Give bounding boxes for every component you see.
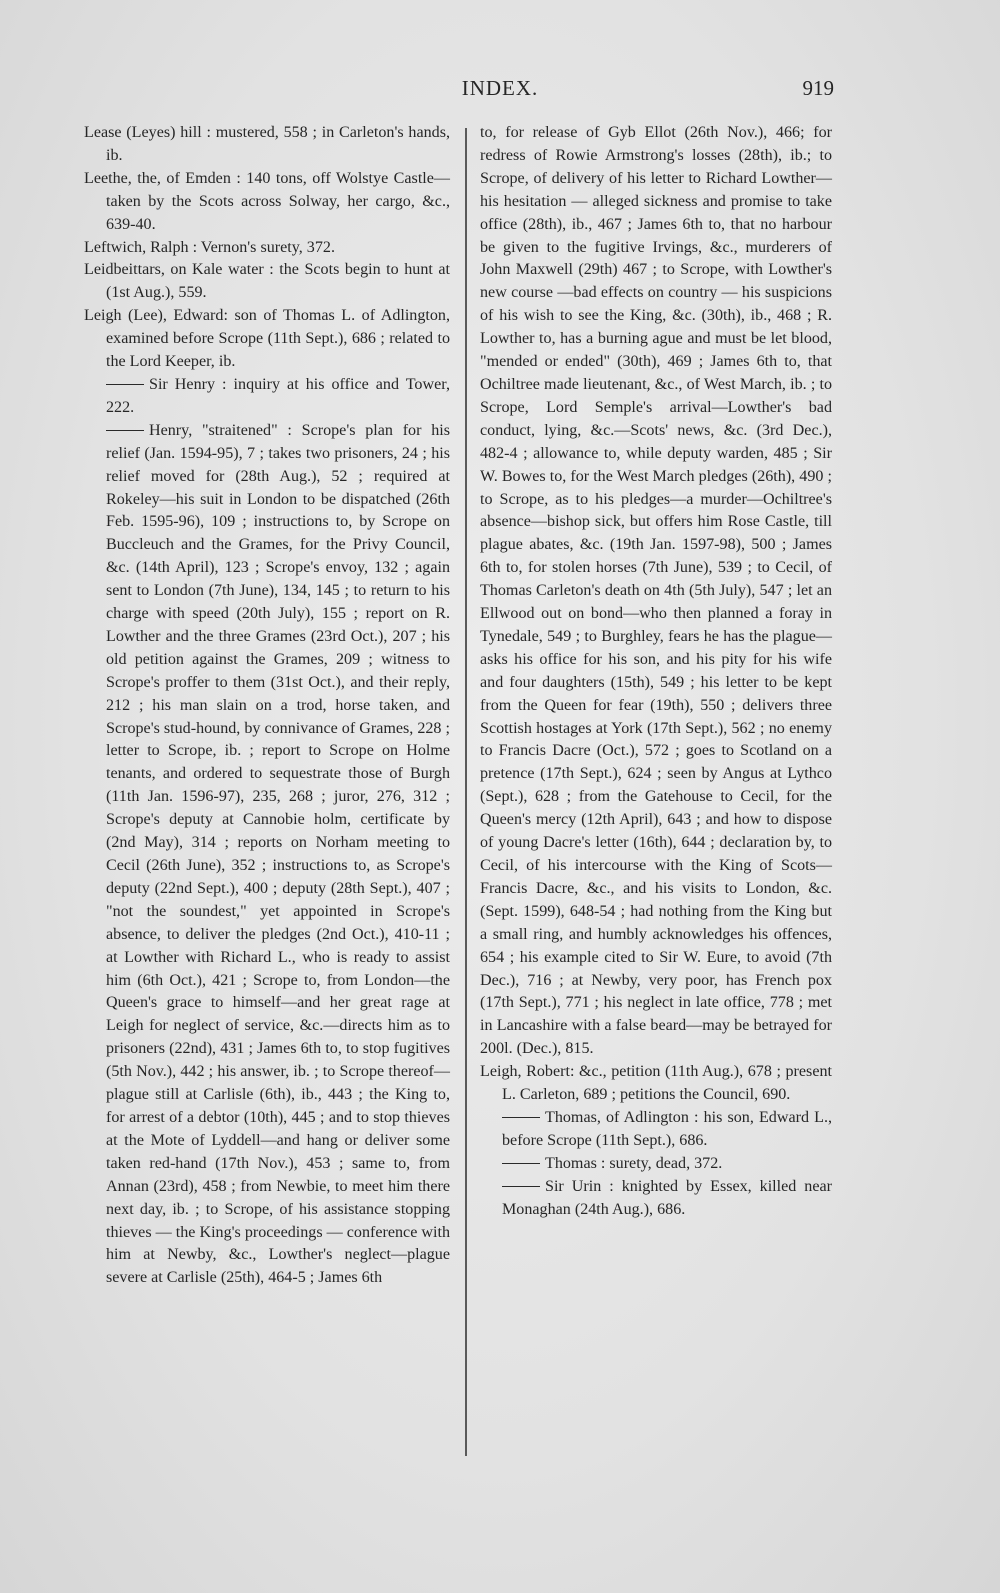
entry-heading: Leethe, the, of Emden xyxy=(84,169,231,187)
entry-heading: Leftwich, Ralph xyxy=(84,238,189,256)
entry-references: : Vernon's surety, 372. xyxy=(188,238,335,256)
entry-heading: Leigh (Lee), Edward xyxy=(84,307,224,325)
running-head xyxy=(0,0,1000,120)
column-divider xyxy=(465,128,467,1456)
index-entry xyxy=(84,305,450,374)
entry-references: : surety, dead, 372. xyxy=(596,1154,723,1172)
index-entry xyxy=(480,1061,832,1107)
ditto-dash xyxy=(106,384,144,385)
entry-heading: Thomas, of Adlington xyxy=(545,1108,689,1126)
entry-references: to, for release of Gyb Ellot (26th Nov.), 466; for redress of Rowie Armstrong's losses (28th), ib.; to Scrope, of delivery of his letter to Richard Lowther—his hesitation — alleged sickness and promise to take office (28th), ib., 467 ; James 6th to, that no harbour be given to the fugitive Irvings, &c., murderers of John Maxwell (29th) 467 ; to Scrope, with Lowther's new course —bad effects on country — his suspicions of his wish to see the King, &c. (30th), ib., 468 ; R. Lowther to, has a burning ague and must be let blood, "mended or ended" (30th), 469 ; James 6th to, that Ochiltree made lieutenant, &c., of West March, ib. ; to Scrope, Lord Semple's arrival—Lowther's bad conduct, lying, &c.—Scots' news, &c. (3rd Dec.), 482-4 ; allowance to, while deputy warden, 485 ; Sir W. Bowes to, for the West March pledges (26th), 490 ; to Scrope, as to his pledges—a murder—Ochiltree's absence—bishop sick, but offers him Rose Castle, till plague abates, &c. (19th Jan. 1597-98), 500 ; James 6th to, for stolen horses (7th June), 539 ; to Cecil, of Thomas Carleton's death on 4th (5th July), 547 ; let an Ellwood out on bond—who then planned a foray in Tynedale, 549 ; to Burghley, fears he has the plague—asks his office for his son, and his pity for his wife and four daughters (15th), 549 ; his letter to be kept from the Queen for fear (19th), 550 ; delivers three Scottish hostages at York (17th Sept.), 562 ; no enemy to Francis Dacre (Oct.), 572 ; goes to Scotland on a pretence (17th Sept.), 624 ; seen by Angus at Lythco (Sept.), 628 ; from the Gatehouse to Cecil, for the Queen's mercy (12th April), 643 ; and how to dispose of young Dacre's letter (16th), 644 ; declaration by, to Cecil, of his intercourse with the King of Scots—Francis Dacre, &c., and his visits to London, &c. (Sept. 1599), 648-54 ; had nothing from the King but a small ring, and humbly acknowledges his offences, 654 ; his example cited to Sir W. Eure, to avoid (7th Dec.), 716 ; at Newby, very poor, has French pox (17th Sept.), 771 ; his neglect in late office, 778 ; met in Lancashire with a false beard—may be betrayed for 200l. (Dec.), 815. xyxy=(480,124,832,1058)
index-column-left xyxy=(84,122,450,1290)
entry-references: : knighted by Essex, killed near Monaghan (24th Aug.), 686. xyxy=(502,1177,832,1218)
index-subentry xyxy=(480,1176,832,1222)
entry-references: : inquiry at his office and Tower, 222. xyxy=(106,375,450,416)
entry-references: : the Scots begin to hunt at (1st Aug.), 559. xyxy=(106,261,450,302)
index-subentry xyxy=(84,374,450,420)
entry-heading: Thomas xyxy=(545,1154,597,1172)
entry-references: : mustered, 558 ; in Carleton's hands, ib. xyxy=(106,124,450,164)
ditto-dash xyxy=(502,1117,540,1118)
entry-references: : son of Thomas L. of Adlington, examined before Scrope (11th Sept.), 686 ; related to the Lord Keeper, ib. xyxy=(106,307,450,371)
entry-heading: Sir Urin xyxy=(545,1177,602,1195)
ditto-dash xyxy=(502,1163,540,1164)
index-subentry xyxy=(480,1153,832,1176)
page-number: 919 xyxy=(802,76,834,100)
entry-references: : his son, Edward L., before Scrope (11th Sept.), 686. xyxy=(502,1108,832,1149)
index-entry xyxy=(84,122,450,168)
index-entry xyxy=(84,259,450,305)
entry-references: : 140 tons, off Wolstye Castle—taken by the Scots across Solway, her cargo, &c., 639-40. xyxy=(106,169,450,233)
entry-heading: Sir Henry xyxy=(149,375,216,393)
index-entry xyxy=(84,168,450,237)
entry-heading: Lease (Leyes) hill xyxy=(84,124,202,141)
entry-heading: Henry xyxy=(149,421,189,439)
index-entry xyxy=(480,122,832,1061)
ditto-dash xyxy=(502,1186,540,1187)
entry-references: , "straitened" : Scrope's plan for his relief (Jan. 1594-95), 7 ; takes two prisoners, 24 ; his relief moved for (28th Aug.), 52 ; required at Rokeley—his suit in London to be dispatched (26th Feb. 1595-96), 109 ; instructions to, by Scrope on Buccleuch and the Grames, for the Privy Council, &c. (14th April), 123 ; Scrope's envoy, 132 ; again sent to London (7th June), 134, 145 ; to return to his charge with speed (20th July), 155 ; report on R. Lowther and the three Grames (23rd Oct.), 207 ; his old petition against the Grames, 209 ; witness to Scrope's proffer to them (31st Oct.), and their reply, 212 ; his man slain on a trod, horse taken, and Scrope's stud-hound, by connivance of Grames, 228 ; letter to Scrope, ib. ; report to Scrope on Holme tenants, and ordered to sequestrate those of Burgh (11th Jan. 1596-97), 235, 268 ; juror, 276, 312 ; Scrope's deputy at Cannobie holm, certificate by (2nd May), 314 ; reports on Norham meeting to Cecil (26th June), 352 ; instructions to, as Scrope's deputy (22nd Sept.), 400 ; deputy (28th Sept.), 407 ; "not the soundest," yet appointed in Scrope's absence, to deliver the pledges (2nd Oct.), 410-11 ; at Lowther with Richard L., who is ready to assist him (6th Oct.), 421 ; Scrope to, from London—the Queen's grace to himself—and her great rage at Leigh for neglect of service, &c.—directs him as to prisoners (22nd), 431 ; James 6th to, to stop fugitives (5th Nov.), 442 ; his answer, ib. ; to Scrope thereof—plague still at Carlisle (6th), ib., 443 ; the King to, for arrest of a debtor (10th), 445 ; and to stop thieves at the Mote of Lyddell—and hang or deliver some taken red-hand (17th Nov.), 453 ; same to, from Annan (23rd), 458 ; from Newbie, to meet him there next day, ib. ; to Scrope, of his assistance stopping thieves — the King's proceedings — conference with him at Newby, &c., Lowther's neglect—plague severe at Carlisle (25th), 464-5 ; James 6th xyxy=(106,421,450,1287)
index-column-right xyxy=(480,122,832,1222)
index-subentry xyxy=(84,420,450,1290)
ditto-dash xyxy=(106,430,144,431)
entry-heading: Leigh, Robert xyxy=(480,1063,570,1081)
entry-references: : &c., petition (11th Aug.), 678 ; present L. Carleton, 689 ; petitions the Council, 690. xyxy=(502,1063,832,1104)
page-title: INDEX. xyxy=(461,76,539,100)
index-entry xyxy=(84,237,450,260)
entry-heading: Leidbeittars, on Kale water xyxy=(84,261,264,279)
index-subentry xyxy=(480,1107,832,1153)
